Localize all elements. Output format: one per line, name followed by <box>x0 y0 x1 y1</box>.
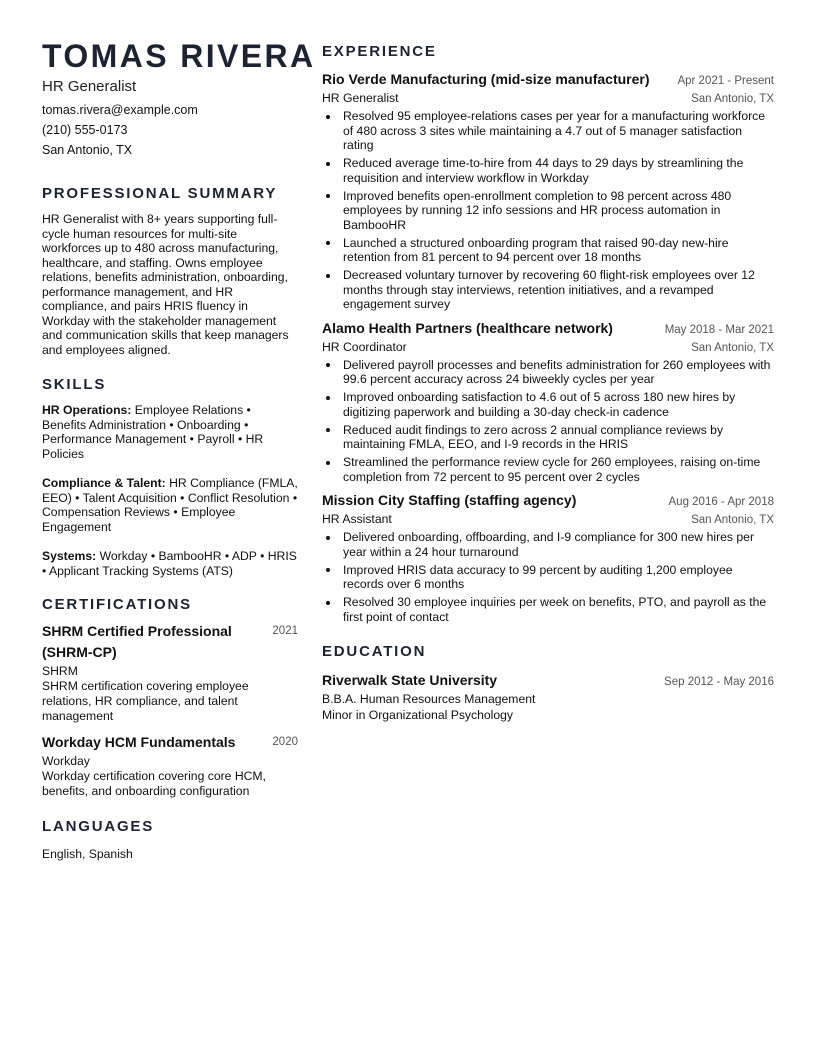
job-dates: May 2018 - Mar 2021 <box>664 323 774 336</box>
skill-group-label: Compliance & Talent: <box>42 476 166 490</box>
skills-section <box>42 375 298 578</box>
job-location: San Antonio, TX <box>691 93 774 105</box>
job-entry <box>322 318 774 485</box>
summary-section <box>42 184 298 357</box>
candidate-name: TOMAS RIVERA <box>42 38 316 74</box>
education-title: EDUCATION <box>322 643 427 660</box>
job-bullet: Improved benefits open-enrollment completion to 98 percent across 480 employees by running 12 info sessions and HR process automation in BambooHR <box>322 189 774 233</box>
job-bullet: Delivered onboarding, offboarding, and I-9 compliance for 300 new hires per year within a 24 hour turnaround <box>322 530 774 559</box>
certification-org: SHRM <box>42 664 78 678</box>
experience-title: EXPERIENCE <box>322 43 437 60</box>
certifications-section <box>42 595 298 799</box>
job-bullet: Reduced audit findings to zero across 2 annual compliance reviews by maintaining FMLA, EEO, and I-9 records in the HRIS <box>322 423 774 452</box>
certification-desc: Workday certification covering core HCM, benefits, and onboarding configuration <box>42 769 266 798</box>
job-bullet: Improved HRIS data accuracy to 99 percent by auditing 1,200 employee records over 6 months <box>322 563 774 592</box>
job-bullet: Streamlined the performance review cycle for 260 employees, raising on-time completion from 72 percent to 95 percent over 2 cycles <box>322 455 774 484</box>
job-bullets <box>322 530 774 624</box>
contact-email: tomas.rivera@example.com <box>42 103 198 117</box>
job-bullets <box>322 358 774 485</box>
certification-org: Workday <box>42 754 90 768</box>
skill-group-items: Workday • BambooHR • ADP • HRIS • Applicant Tracking Systems (ATS) <box>42 549 297 578</box>
education-section <box>322 642 774 723</box>
job-company: Mission City Staffing (staffing agency) <box>322 492 577 508</box>
certification-item <box>42 621 298 724</box>
education-minor: Minor in Organizational Psychology <box>322 708 514 722</box>
job-entry <box>322 69 774 312</box>
right-column <box>322 42 774 723</box>
contact-block <box>42 100 298 160</box>
certification-year: 2021 <box>272 625 298 637</box>
job-company: Rio Verde Manufacturing (mid-size manufacturer) <box>322 71 650 87</box>
job-company: Alamo Health Partners (healthcare network) <box>322 319 613 336</box>
certification-item <box>42 732 298 799</box>
education-degree: B.B.A. Human Resources Management <box>322 692 536 706</box>
summary-title: PROFESSIONAL SUMMARY <box>42 185 278 202</box>
certification-year: 2020 <box>272 736 298 748</box>
skill-group <box>42 403 298 461</box>
job-dates: Aug 2016 - Apr 2018 <box>668 496 774 508</box>
job-title: HR Assistant <box>322 512 392 526</box>
job-bullet: Decreased voluntary turnover by recovering 60 flight-risk employees over 12 months through stay interviews, retention initiatives, and a revamped engagement survey <box>322 268 774 312</box>
job-bullets <box>322 109 774 312</box>
summary-text: HR Generalist with 8+ years supporting full-cycle human resources for multi-site workforces up to 480 across manufacturing, healthcare, and staffing. Owns employee relations, benefits administration, onboarding, performance management, and HR compliance, and pairs HRIS fluency in Workday with the stakeholder management and communication skills that keep managers and employees aligned. <box>42 212 289 357</box>
job-location: San Antonio, TX <box>691 514 774 526</box>
skill-group-items: Employee Relations • Benefits Administration • Onboarding • Performance Management • Payroll • HR Policies <box>42 403 264 461</box>
certification-name: SHRM Certified Professional (SHRM-CP) <box>42 623 232 660</box>
certification-name: Workday HCM Fundamentals <box>42 734 236 750</box>
job-title: HR Coordinator <box>322 339 407 354</box>
job-dates: Apr 2021 - Present <box>677 75 774 87</box>
job-title: HR Generalist <box>322 91 399 105</box>
languages-title: LANGUAGES <box>42 818 155 835</box>
certification-desc: SHRM certification covering employee relations, HR compliance, and talent management <box>42 679 249 723</box>
job-bullet: Delivered payroll processes and benefits administration for 260 employees with 99.6 percent accuracy across 24 biweekly cycles per year <box>322 358 774 387</box>
skill-group <box>42 549 298 578</box>
candidate-role: HR Generalist <box>42 78 137 95</box>
job-bullet: Launched a structured onboarding program that raised 90-day new-hire retention from 81 percent to 94 percent over 18 months <box>322 236 774 265</box>
skill-group-label: HR Operations: <box>42 403 132 417</box>
job-bullet: Reduced average time-to-hire from 44 days to 29 days by streamlining the requisition and interview workflow in Workday <box>322 156 774 185</box>
job-bullet: Improved onboarding satisfaction to 4.6 out of 5 across 180 new hires by digitizing paperwork and building a 30-day check-in cadence <box>322 390 774 419</box>
job-entry <box>322 490 774 624</box>
contact-phone: (210) 555-0173 <box>42 123 128 137</box>
languages-section <box>42 817 298 862</box>
contact-location: San Antonio, TX <box>42 143 133 157</box>
education-school: Riverwalk State University <box>322 672 498 688</box>
left-column <box>42 36 316 862</box>
skill-group-items: HR Compliance (FMLA, EEO) • Talent Acquisition • Conflict Resolution • Compensation Reviews • Employee Engagement <box>42 476 298 534</box>
languages-text: English, Spanish <box>42 847 133 861</box>
skills-title: SKILLS <box>42 376 107 393</box>
skill-group-label: Systems: <box>42 549 97 563</box>
skill-group <box>42 476 298 534</box>
certifications-title: CERTIFICATIONS <box>42 596 192 613</box>
education-dates: Sep 2012 - May 2016 <box>664 676 774 688</box>
job-bullet: Resolved 30 employee inquiries per week on benefits, PTO, and payroll as the first point of contact <box>322 595 774 624</box>
job-location: San Antonio, TX <box>691 341 774 354</box>
job-bullet: Resolved 95 employee-relations cases per year for a manufacturing workforce of 480 across 3 sites while maintaining a 4.7 out of 5 manager satisfaction rating <box>322 109 774 153</box>
